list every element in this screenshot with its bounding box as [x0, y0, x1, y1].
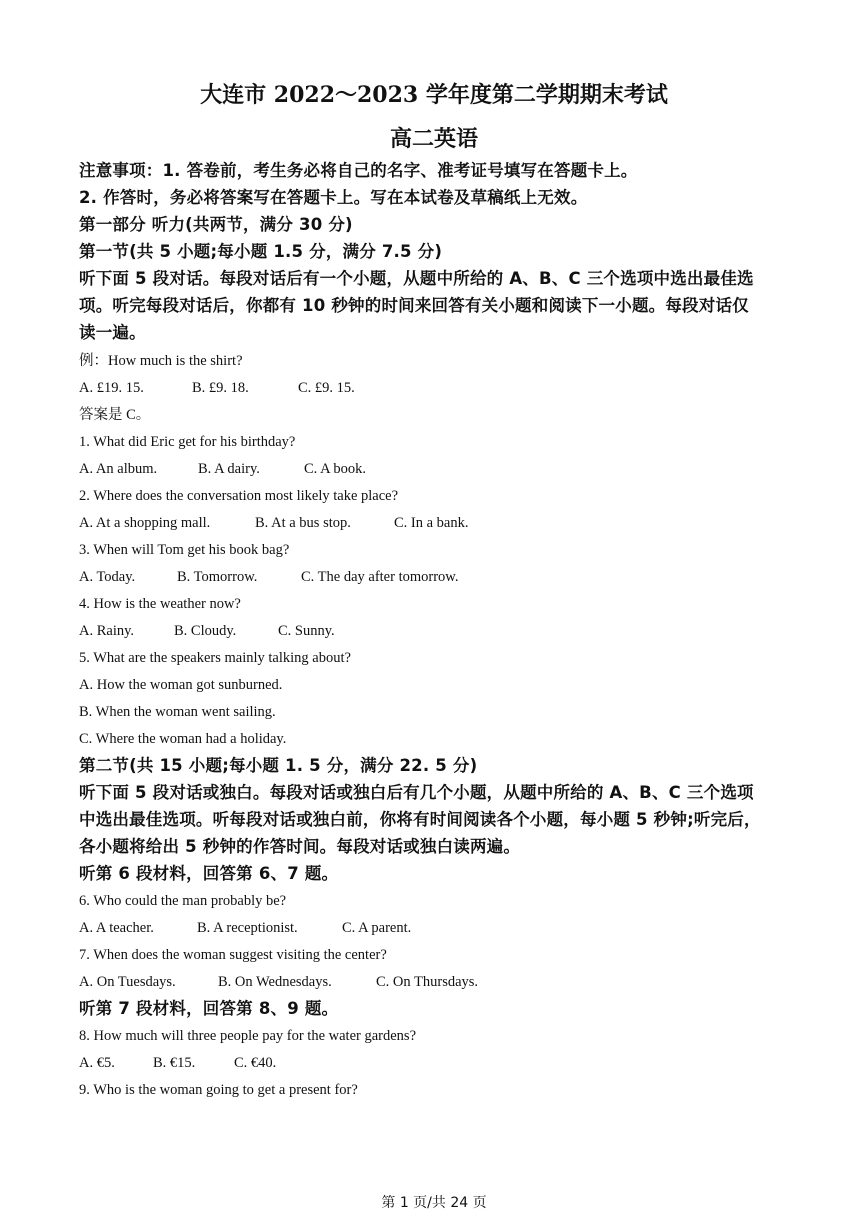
- option-c: C. On Thursdays.: [376, 974, 479, 990]
- option-c: C. The day after tomorrow.: [301, 569, 459, 585]
- option-b: B. £9. 18.: [192, 380, 249, 396]
- question-8: 8. How much will three people pay for the water gardens?: [79, 1028, 417, 1044]
- question-7-options: [79, 973, 478, 991]
- section2-instr-3: 各小题将给出 5 秒钟的作答时间。每段对话或独白读两遍。: [79, 837, 521, 856]
- notes-line-2: 2. 作答时，务必将答案写在答题卡上。写在本试卷及草稿纸上无效。: [79, 188, 588, 207]
- option-b: B. A dairy.: [198, 461, 260, 477]
- section1-heading: 第一节(共 5 小题;每小题 1.5 分，满分 7.5 分): [79, 242, 443, 261]
- question-6: 6. Who could the man probably be?: [79, 893, 287, 909]
- option-a: A. Today.: [79, 569, 136, 585]
- section1-instr-1: 听下面 5 段对话。每段对话后有一个小题，从题中所给的 A、B、C 三个选项中选出最佳选: [79, 269, 754, 288]
- question-5: 5. What are the speakers mainly talking about?: [79, 650, 351, 666]
- section2-instr-1: 听下面 5 段对话或独白。每段对话或独白后有几个小题，从题中所给的 A、B、C 三个选项: [79, 783, 754, 802]
- example-options: [79, 379, 355, 397]
- part1-heading: 第一部分 听力(共两节，满分 30 分): [79, 215, 353, 234]
- option-c: C. £9. 15.: [298, 380, 355, 396]
- option-a: A. Rainy.: [79, 623, 135, 639]
- section1-instr-2: 项。听完每段对话后，你都有 10 秒钟的时间来回答有关小题和阅读下一小题。每段对话仅: [79, 296, 749, 315]
- example-answer: 答案是 C。: [79, 407, 151, 423]
- question-4: 4. How is the weather now?: [79, 596, 241, 612]
- option-b: B. Cloudy.: [174, 623, 237, 639]
- option-b: B. At a bus stop.: [255, 515, 351, 531]
- option-a: A. An album.: [79, 461, 158, 477]
- exam-subtitle: 高二英语: [389, 126, 478, 152]
- question-6-options: [79, 919, 411, 937]
- question-1-options: [79, 460, 366, 478]
- question-5-option-b: B. When the woman went sailing.: [79, 704, 276, 720]
- option-a: A. On Tuesdays.: [79, 974, 176, 990]
- option-b: B. €15.: [153, 1055, 196, 1071]
- option-a: A. €5.: [79, 1055, 115, 1071]
- option-a: A. A teacher.: [79, 920, 154, 936]
- question-4-options: [79, 622, 335, 640]
- option-c: C. In a bank.: [394, 515, 469, 531]
- page-number: 第 1 页/共 24 页: [381, 1195, 487, 1211]
- material-7-heading: 听第 7 段材料，回答第 8、9 题。: [79, 999, 339, 1018]
- option-a: A. £19. 15.: [79, 380, 144, 396]
- question-5-option-c: C. Where the woman had a holiday.: [79, 731, 287, 747]
- question-2-options: [79, 514, 469, 532]
- question-8-options: [79, 1054, 276, 1072]
- question-7: 7. When does the woman suggest visiting the center?: [79, 947, 387, 963]
- option-b: B. A receptionist.: [197, 920, 298, 936]
- option-c: C. A parent.: [342, 920, 412, 936]
- question-3-options: [79, 568, 458, 586]
- option-a: A. At a shopping mall.: [79, 515, 211, 531]
- option-b: B. Tomorrow.: [177, 569, 258, 585]
- material-6-heading: 听第 6 段材料，回答第 6、7 题。: [79, 864, 339, 883]
- option-c: C. €40.: [234, 1055, 277, 1071]
- option-c: C. Sunny.: [278, 623, 335, 639]
- section2-heading: 第二节(共 15 小题;每小题 1. 5 分，满分 22. 5 分): [79, 756, 478, 775]
- question-9: 9. Who is the woman going to get a present for?: [79, 1082, 358, 1098]
- question-3: 3. When will Tom get his book bag?: [79, 542, 290, 558]
- notes-line-1: 注意事项：1. 答卷前，考生务必将自己的名字、准考证号填写在答题卡上。: [79, 161, 638, 180]
- example-question: 例：How much is the shirt?: [79, 353, 243, 369]
- question-1: 1. What did Eric get for his birthday?: [79, 434, 296, 450]
- question-2: 2. Where does the conversation most likely take place?: [79, 488, 399, 504]
- option-c: C. A book.: [304, 461, 367, 477]
- option-b: B. On Wednesdays.: [218, 974, 332, 990]
- question-5-option-a: A. How the woman got sunburned.: [79, 677, 283, 693]
- exam-title: 大连市 2022～2023 学年度第二学期期末考试: [200, 82, 668, 108]
- section2-instr-2: 中选出最佳选项。听每段对话或独白前，你将有时间阅读各个小题，每小题 5 秒钟;听完后，: [79, 810, 761, 829]
- section1-instr-3: 读一遍。: [79, 323, 146, 342]
